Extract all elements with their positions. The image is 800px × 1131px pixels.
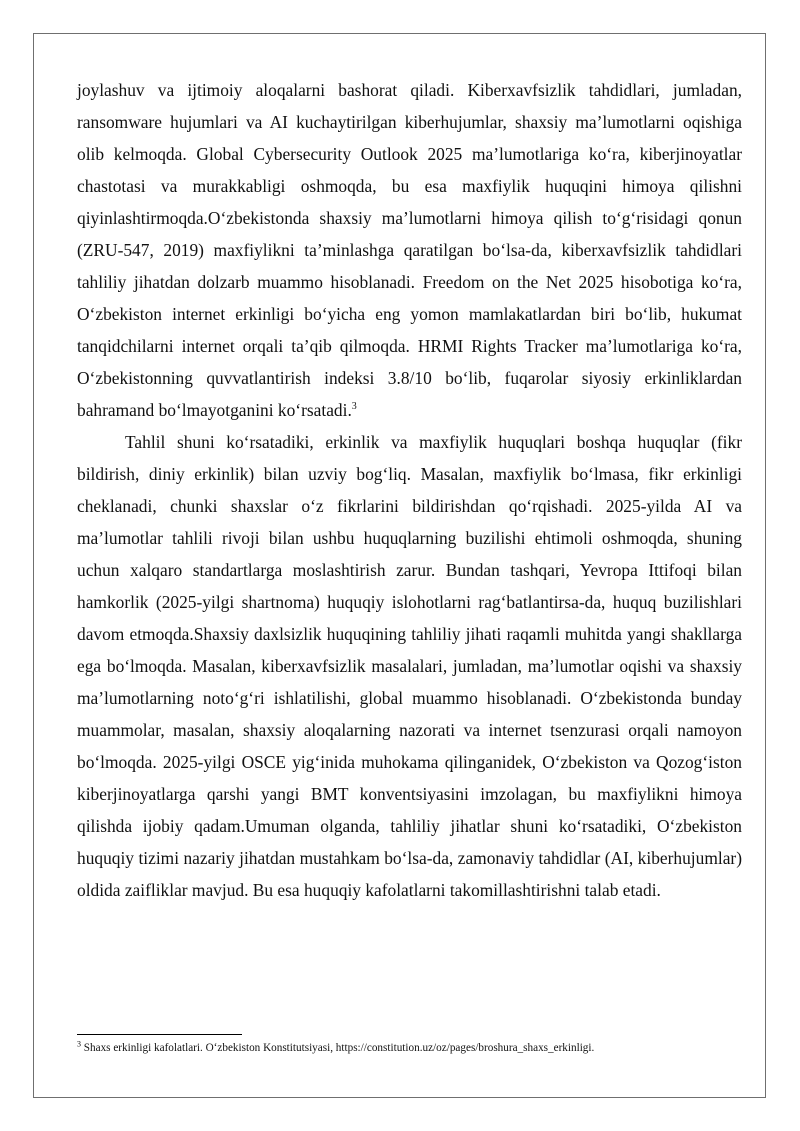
footnote-text: Shaxs erkinligi kafolatlari. O‘zbekiston Konstitutsiyasi, https://constitution.uz/oz/pages/broshura_shaxs_erkinligi. (81, 1042, 595, 1054)
document-body (77, 74, 742, 906)
paragraph-2: Tahlil shuni ko‘rsatadiki, erkinlik va maxfiylik huquqlari boshqa huquqlar (fikr bildirish, diniy erkinlik) bilan uzviy bog‘liq. Masalan, maxfiylik bo‘lmasa, fikr erkinligi cheklanadi, chunki shaxslar o‘z fikrlarini bildirishdan qo‘rqishadi. 2025-yilda AI va ma’lumotlar tahlili rivoji bilan ushbu huquqlarning buzilishi ehtimoli oshmoqda, shuning uchun xalqaro standartlarga moslashtirish zarur. Bundan tashqari, Yevropa Ittifoqi bilan hamkorlik (2025-yilgi shartnoma) huquqiy islohotlarni rag‘batlantirsa-da, huquq buzilishlari davom etmoqda.Shaxsiy daxlsizlik huquqining tahliliy jihati raqamli muhitda yangi shakllarga ega bo‘lmoqda. Masalan, kiberxavfsizlik masalalari, jumladan, ma’lumotlar oqishi va shaxsiy ma’lumotlarning noto‘g‘ri ishlatilishi, global muammo hisoblanadi. O‘zbekistonda bunday muammolar, masalan, shaxsiy aloqalarning nazorati va internet tsenzurasi orqali namoyon bo‘lmoqda. 2025-yilgi OSCE yig‘inida muhokama qilinganidek, O‘zbekiston va Qozog‘iston kiberjinoyatlarga qarshi yangi BMT konventsiyasini imzolagan, bu maxfiylikni himoya qilishda ijobiy qadam.Umuman olganda, tahliliy jihatlar shuni ko‘rsatadiki, O‘zbekiston huquqiy tizimi nazariy jihatdan mustahkam bo‘lsa-da, zamonaviy tahdidlar (AI, kiberhujumlar) oldida zaifliklar mavjud. Bu esa huquqiy kafolatlarni takomillashtirishni talab etadi. (77, 432, 742, 900)
footnote-number: 3 (77, 1039, 81, 1049)
paragraph-1 (77, 74, 742, 426)
footnote-reference: 3 (351, 401, 357, 413)
footnote-separator (77, 1034, 242, 1035)
footnote (77, 1040, 742, 1056)
paragraph-1-text: joylashuv va ijtimoiy aloqalarni bashorat qiladi. Kiberxavfsizlik tahdidlari, jumladan, ransomware hujumlari va AI kuchaytirilgan kiberhujumlar, shaxsiy ma’lumotlarni oqishiga olib kelmoqda. Global Cybersecurity Outlook 2025 ma’lumotlariga ko‘ra, kiberjinoyatlar chastotasi va murakkabligi oshmoqda, bu esa maxfiylik huquqini himoya qilishni qiyinlashtirmoqda.O‘zbekistonda shaxsiy ma’lumotlarni himoya qilish to‘g‘risidagi qonun (ZRU-547, 2019) maxfiylikni ta’minlashga qaratilgan bo‘lsa-da, kiberxavfsizlik tahdidlari tahliliy jihatdan dolzarb muammo hisoblanadi. Freedom on the Net 2025 hisobotiga ko‘ra, O‘zbekiston internet erkinligi bo‘yicha eng yomon mamlakatlardan biri bo‘lib, hukumat tanqidchilarni internet orqali ta’qib qilmoqda. HRMI Rights Tracker ma’lumotlariga ko‘ra, O‘zbekistonning quvvatlantirish indeksi 3.8/10 bo‘lib, fuqarolar siyosiy erkinliklardan bahramand bo‘lmayotganini ko‘rsatadi. (77, 80, 742, 420)
